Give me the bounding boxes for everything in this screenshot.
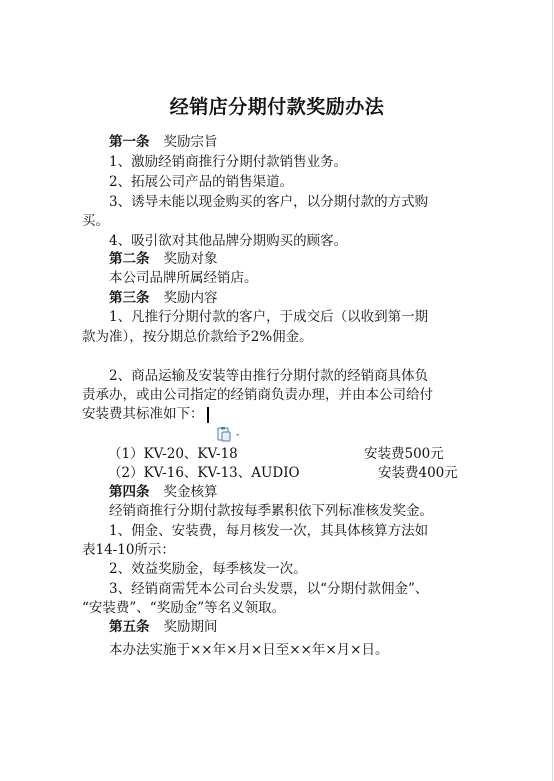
section-1-item: 3、诱导未能以现金购买的客户，以分期付款的方式购 xyxy=(109,194,429,210)
section-3-label: 奖励内容 xyxy=(163,290,218,306)
section-4-item-line: 1、佣金、安装费，每月核发一次，其具体核算方法如 xyxy=(109,523,429,539)
section-1-heading xyxy=(82,132,499,152)
section-4-item-line: 表14-10所示： xyxy=(82,542,175,558)
section-4-item-line: 2、效益奖励金，每季核发一次。 xyxy=(109,561,307,577)
section-3-para1-line: 1、凡推行分期付款的客户，于成交后（以收到第一期 xyxy=(109,309,429,325)
section-2-text: 本公司品牌所属经销店。 xyxy=(109,270,258,286)
text-cursor xyxy=(207,407,209,423)
fee-row-models: （1）KV-20、KV-18 xyxy=(108,446,238,462)
section-2-number: 第二条 xyxy=(109,251,150,267)
fee-row-amount: 安装费500元 xyxy=(364,446,444,462)
section-3-number: 第三条 xyxy=(109,290,150,306)
section-4-item-line: 3、经销商需凭本公司台头发票，以“分期付款佣金”、 xyxy=(109,581,429,597)
section-5-label: 奖励期间 xyxy=(163,619,218,635)
section-1-item: 4、吸引欲对其他品牌分期购买的顾客。 xyxy=(109,233,348,249)
section-4-heading xyxy=(82,482,499,502)
section-1-item: 1、激励经销商推行分期付款销售业务。 xyxy=(109,154,348,170)
section-4-number: 第四条 xyxy=(109,484,150,500)
section-4-item-line: “安装费”、“奖励金”等名义领取。 xyxy=(82,600,286,616)
section-2-label: 奖励对象 xyxy=(163,251,218,267)
document-title: 经销店分期付款奖励办法 xyxy=(169,96,385,118)
section-3-heading xyxy=(82,288,499,308)
section-4-label: 奖金核算 xyxy=(163,484,218,500)
section-3-para2-line-with-cursor[interactable] xyxy=(82,404,472,424)
section-1-item: 2、拓展公司产品的销售渠道。 xyxy=(109,174,294,190)
section-4-text: 经销商推行分期付款按每季累积依下列标准核发奖金。 xyxy=(109,503,433,519)
fee-row xyxy=(108,444,468,464)
section-2-heading xyxy=(82,249,499,269)
section-1-label: 奖励宗旨 xyxy=(163,134,218,150)
fee-row-amount: 安装费400元 xyxy=(378,465,458,481)
section-3-para2-line: 2、商品运输及安装等由推行分期付款的经销商具体负 xyxy=(109,368,429,384)
fee-row-models: （2）KV-16、KV-13、AUDIO xyxy=(108,465,300,481)
section-1-item-continued: 买。 xyxy=(82,213,109,229)
section-5-text: 本办法实施于××年×月×日至××年×月×日。 xyxy=(109,642,389,658)
section-3-para1-line: 款为准），按分期总价款给予2%佣金。 xyxy=(82,329,313,345)
section-5-number: 第五条 xyxy=(109,619,150,635)
section-1-number: 第一条 xyxy=(109,134,150,150)
paste-options-icon[interactable] xyxy=(216,426,244,442)
fee-row xyxy=(108,463,468,483)
section-3-para2-line: 责承办，或由公司指定的经销商负责办理，并由本公司给付 xyxy=(82,387,433,403)
section-3-para2-line: 安装费其标准如下： xyxy=(82,406,204,422)
section-5-heading xyxy=(82,617,499,637)
